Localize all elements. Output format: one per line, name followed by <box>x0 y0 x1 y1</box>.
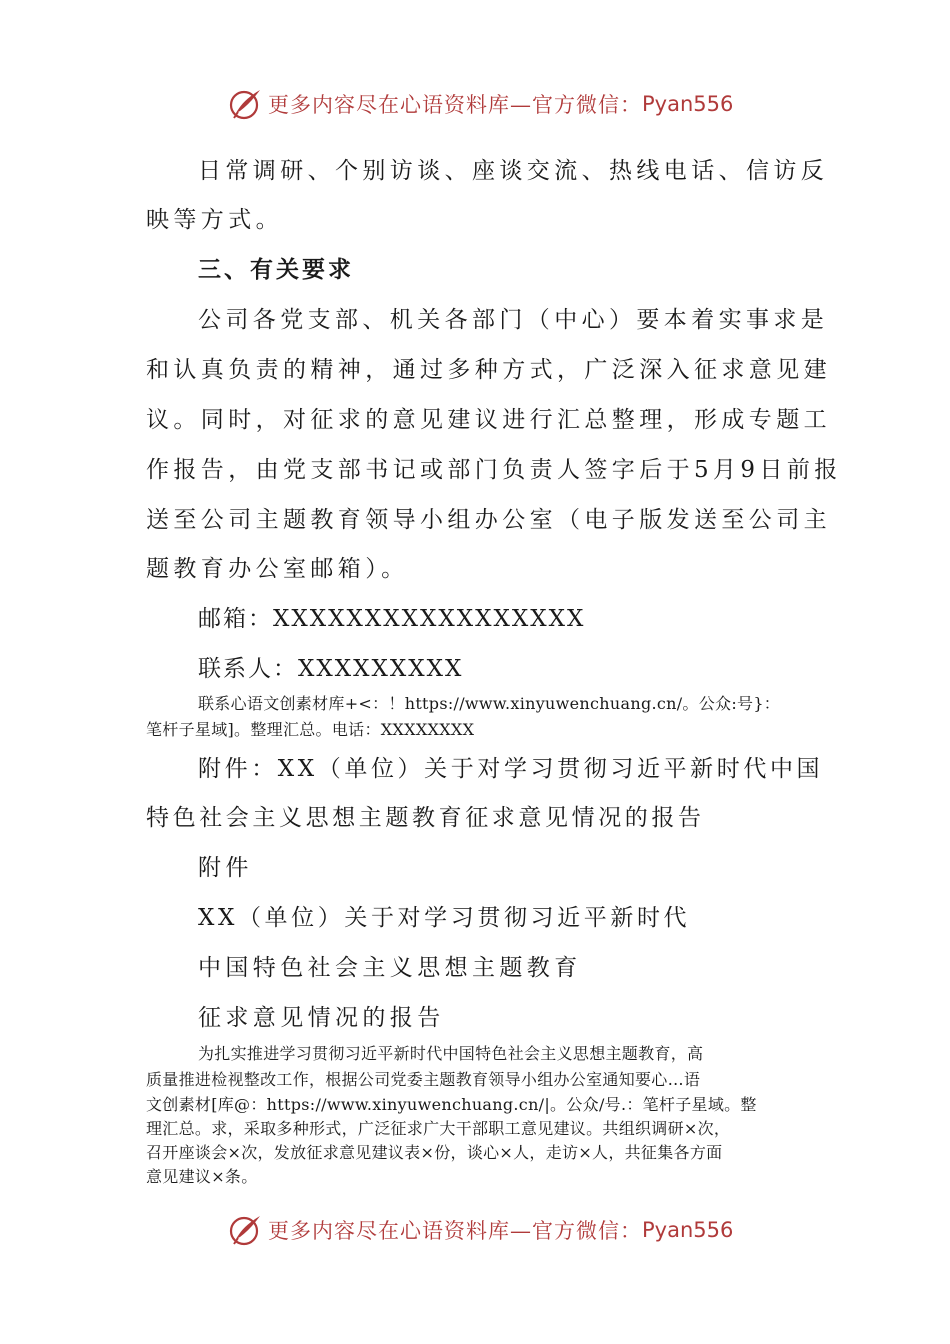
banner-text: 更多内容尽在心语资料库—官方微信： <box>268 1219 642 1243</box>
report-title-line: 征求意见情况的报告 <box>198 1005 445 1031</box>
attachment-label: 附件 <box>198 855 253 881</box>
report-body-line: 理汇总。求，采取多种形式，广泛征求广大干部职工意见建议。共组织调研×次， <box>146 1119 731 1138</box>
report-body-line: 质量推进检视整改工作，根据公司党委主题教育领导小组办公室通知要心…语 <box>146 1070 701 1089</box>
footer-banner <box>228 1210 733 1250</box>
attachment-line: 附件：XX（单位）关于对学习贯彻习近平新时代中国 <box>198 756 824 782</box>
header-banner <box>228 84 733 124</box>
quill-pen-logo-icon <box>228 86 264 122</box>
attachment-line: 特色社会主义思想主题教育征求意见情况的报告 <box>146 805 705 831</box>
paragraph-line: 和认真负责的精神，通过多种方式，广泛深入征求意见建 <box>146 357 831 383</box>
report-title-line: 中国特色社会主义思想主题教育 <box>198 955 582 981</box>
paragraph-line: 作报告，由党支部书记或部门负责人签字后于5月9日前报 <box>146 457 842 483</box>
contact-line: 联系人：XXXXXXXXX <box>198 656 464 682</box>
report-body-line: 为扎实推进学习贯彻习近平新时代中国特色社会主义思想主题教育，高 <box>198 1044 704 1063</box>
report-body-line: 召开座谈会×次，发放征求意见建议表×份，谈心×人，走访×人，共征集各方面 <box>146 1143 723 1162</box>
paragraph-line: 议。同时，对征求的意见建议进行汇总整理，形成专题工 <box>146 407 831 433</box>
paragraph-line: 日常调研、个别访谈、座谈交流、热线电话、信访反 <box>198 158 829 184</box>
paragraph-line: 公司各党支部、机关各部门（中心）要本着实事求是 <box>198 307 829 333</box>
banner-wechat-id: Pyan556 <box>642 1218 734 1242</box>
report-body-line: 意见建议×条。 <box>146 1167 258 1186</box>
paragraph-line: 送至公司主题教育领导小组办公室（电子版发送至公司主 <box>146 507 831 533</box>
quill-pen-logo-icon <box>228 1212 264 1248</box>
report-body-line: 文创素材[库@：https://www.xinyuwenchuang.cn/|。公众/号.：笔杆子星域。整 <box>146 1095 757 1114</box>
section-heading: 三、有关要求 <box>198 257 354 283</box>
watermark-note: 笔杆子星域]。整理汇总。电话：XXXXXXXX <box>146 720 475 739</box>
email-line: 邮箱：XXXXXXXXXXXXXXXXX <box>198 606 586 632</box>
banner-text: 更多内容尽在心语资料库—官方微信： <box>268 93 642 117</box>
watermark-note: 联系心语文创素材库+<：！https://www.xinyuwenchuang.cn/。公众:号}： <box>198 694 781 713</box>
report-title-line: XX（单位）关于对学习贯彻习近平新时代 <box>198 905 691 931</box>
paragraph-line: 题教育办公室邮箱）。 <box>146 556 409 582</box>
paragraph-line: 映等方式。 <box>146 207 283 233</box>
banner-wechat-id: Pyan556 <box>642 92 734 116</box>
